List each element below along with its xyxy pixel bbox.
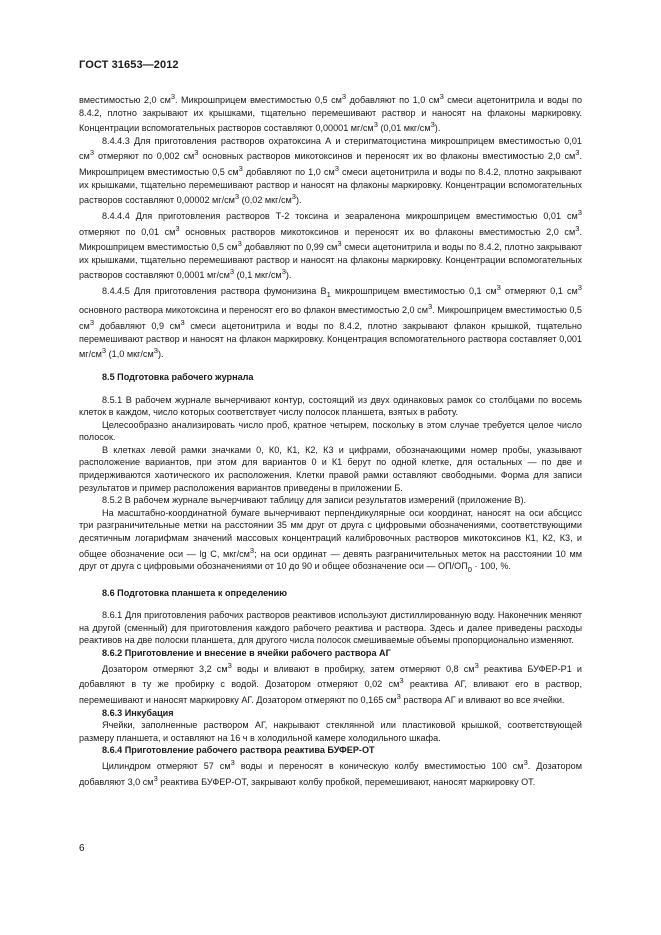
paragraph: Ячейки, заполненные раствором АГ, накрывают стеклянной или пластиковой крышкой, соответствующей размеру планшета, и оставляют на 16 ч в холодильной камере холодильного шкафа. <box>79 720 582 743</box>
document-body <box>79 91 582 788</box>
paragraph: Целесообразно анализировать число проб, кратное четырем, поскольку в этом случае требуется целое число полосок. <box>79 419 582 443</box>
paragraph: 8.4.4.3 Для приготовления растворов охратоксина А и стеригматоцистина микрошприцем вместимостью 0,01 $см^3$ отмеряют по 0,002 $см^3$ основных растворов микотоксинов и переносят их во флаконы вместимостью 2,0 $см^3$. Микрошприцем вместимостью 0,5 $см^3$ добавляют по 1,0 $см^3$ смеси ацетонитрила и воды по 8.4.2, плотно закрывают их крышками, тщательно перемешивают раствор и наносят на флаконы маркировку. Концентрации вспомогательных растворов составляют 0,00002 $мг/см^3$ (0,02 мкг/$см^3$). <box>79 135 583 206</box>
paragraph: В клетках левой рамки значками 0, К0, К1, К2, К3 и цифрами, обозначающими номер пробы, указывают расположение вариантов, при этом для вариантов 0 и К1 берут по одной клетке, для остальных — по две и придерживаются хаотического их расположения. Клетки правой рамки оставляют свободными. Форма для записи результатов и пример расположения вариантов приведены в приложении Б. <box>79 444 582 493</box>
paragraph: 8.5.2 В рабочем журнале вычерчивают таблицу для записи результатов измерений (приложение В). <box>102 495 527 506</box>
paragraph: Цилиндром отмеряют 57 $см^3$ воды и переносят в коническую колбу вместимостью 100 $см^3$. Дозатором добавляют 3,0 $см^3$ реактива БУФЕР-ОТ, закрывают колбу пробкой, перемешивают, наносят маркировку ОТ. <box>79 757 582 787</box>
paragraph: 8.6.1 Для приготовления рабочих растворов реактивов используют дистиллированную воду. Наконечник меняют на другой (сменный) для приготовления каждого рабочего реактива и раствора. Здесь и далее приведены расходы реактивов на две полоски планшета, для другого числа полосок смешиваемые объемы пропорционально изменяют. <box>79 610 582 646</box>
paragraph: 8.4.4.4 Для приготовления растворов Т-2 токсина и зеараленона микрошприцем вместимостью 0,01 $см^3$ отмеряют по 0,01 $см^3$ основных растворов микотоксинов и переносят их во флаконы вместимостью 2,0 $см^3$. Микрошприцем вместимостью 0,5 $см^3$ добавляют по 0,99 $см^3$ смеси ацетонитрила и воды по 8.4.2, плотно закрывают их крышками, тщательно перемешивают раствор и наносят на флаконы маркировку. Концентрации вспомогательных растворов составляют 0,0001 $мг/см^3$ (0,1 мкг/$см^3$). <box>79 207 582 281</box>
paragraph: На масштабно-координатной бумаге вычерчивают перпендикулярные оси координат, наносят на оси абсцисс три разграничительные метки на расстоянии 35 мм друг от друга с цифровыми обозначениями, соответствующими десятичным логарифмам значений массовых концентраций калибровочных растворов микотоксинов К1, К2, К3, и общее обозначение оси — lg C, мкг/$см^3$; на оси ординат — девять разграничительных меток на расстоянии 10 мм друг от друга с цифровыми обозначениями от 10 до 90 и общее обозначение оси — $ОП/ОП_0 \cdot 100$, %. <box>79 507 582 575</box>
section-heading: 8.6.3 Инкубация <box>102 707 174 718</box>
paragraph: Дозатором отмеряют 3,2 $см^3$ воды и вливают в пробирку, затем отмеряют 0,8 $см^3$ реактива БУФЕР-Р1 и добавляют в ту же пробирку с водой. Дозатором отмеряют 0,02 $см^3$ реактива АГ, вливают его в раствор, перемешивают и наносят маркировку АГ. Дозатором отмеряют по 0,165 $см^3$ раствора АГ и вливают во все ячейки. <box>79 660 583 705</box>
standard-header: ГОСТ 31653—2012 <box>79 59 179 71</box>
section-heading: 8.5 Подготовка рабочего журнала <box>102 371 254 382</box>
paragraph: вместимостью 2,0 $см^3$. Микрошприцем вместимостью 0,5 $см^3$ добавляют по 1,0 $см^3$ смеси ацетонитрила и воды по 8.4.2, плотно закрывают их крышками, тщательно перемешивают раствор и наносят на флаконы маркировку. Концентрации вспомогательных растворов составляют 0,00001 $мг/см^3$ (0,01 мкг/$см^3$). <box>79 92 582 134</box>
section-heading: 8.6.2 Приготовление и внесение в ячейки рабочего раствора АГ <box>102 648 391 659</box>
section-heading: 8.6 Подготовка планшета к определению <box>102 587 288 598</box>
paragraph: 8.5.1 В рабочем журнале вычерчивают контур, состоящий из двух одинаковых рамок со столбцами по восемь клеток в каждом, число которых соответствует числу полосок планшета, взятых в работу. <box>79 394 582 418</box>
section-heading: 8.6.4 Приготовление рабочего раствора реактива БУФЕР-ОТ <box>102 745 375 756</box>
page-number: 6 <box>79 843 85 854</box>
paragraph: 8.4.4.5 Для приготовления раствора фумонизина $В_1$ микрошприцем вместимостью 0,1 $см^3$ отмеряют 0,1 $см^3$ основного раствора микотоксина и переносят его во флакон вместимостью 2,0 $см^3$. Микрошприцем вместимостью 0,5 $см^3$ добавляют 0,9 $см^3$ смеси ацетонитрила и воды по 8.4.2, плотно закрывают флакон крышкой, тщательно перемешивают раствор и наносят на флакон маркировку. Концентрация вспомогательного раствора составляет 0,001 $мг/см^3$ (1,0 мкг/$см^3$). <box>79 283 582 360</box>
